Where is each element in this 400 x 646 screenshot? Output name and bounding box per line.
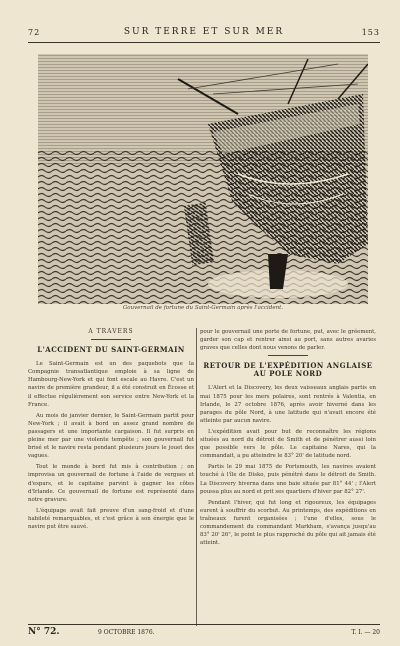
page-footer [28, 626, 380, 638]
page-header [28, 24, 380, 40]
article-paragraph: L'équipage avait fait preuve d'un sang-froid et d'une habileté remarquables, et c'est grâce à son énergie que le navire put être sauvé. [28, 507, 194, 530]
figure-caption: Gouvernail de fortune du Saint-Germain après l'accident. [122, 305, 284, 311]
header-rule [28, 42, 380, 43]
article-paragraph: Tout le monde à bord fut mis à contribution ; on improvisa un gouvernail de fortune à l'aide de vergues et d'espars, et le capitaine parvint à gagner les côtes d'Irlande. Ce gouvernail de fortune est représenté dans notre gravure. [28, 464, 194, 503]
column-divider [196, 328, 197, 626]
right-column [200, 328, 376, 550]
journal-title: SUR TERRE ET SUR MER [123, 27, 285, 37]
article-paragraph: Partis le 29 mai 1875 de Portsmouth, les navires avaient touché à l'île de Disko, puis pénétré dans le détroit de Smith. La Discovery hiverna dans une baie située par 81° 44' ; l'Alert poussa plus au nord et prit ses quartiers d'hiver par 82° 27'. [200, 464, 376, 495]
article-paragraph: Au mois de janvier dernier, le Saint-Germain partit pour New-York ; il avait à bord un assez grand nombre de passagers et une importante cargaison. Il fut surpris en pleine mer par une violente tempête ; son gouvernail fut brisé et le navire resta pendant plusieurs jours le jouet des vagues. [28, 412, 194, 460]
page-number-left: 72 [28, 27, 41, 37]
footer-rule [28, 624, 380, 625]
article-headline: RETOUR DE L'EXPÉDITION ANGLAISE AU POLE NORD [203, 361, 373, 379]
section-label: A TRAVERS [88, 328, 134, 335]
issue-date: 9 OCTOBRE 1876. [98, 628, 155, 636]
article-paragraph: Pendant l'hiver, qui fut long et rigoureux, les équipages eurent à souffrir du scorbut. Au printemps, des expéditions en traîneaux furent organisées ; l'une d'elles, sous le commandement du commandant Markham, s'avança jusqu'au 83° 20' 26", le point le plus rapproché du pôle qui ait jamais été atteint. [200, 499, 376, 547]
issue-number: N° 72. [28, 627, 60, 637]
ship-engraving [38, 54, 368, 304]
left-column [28, 328, 194, 534]
article-paragraph: L'expédition avait pour but de reconnaître les régions situées au nord du détroit de Smith et de pénétrer aussi loin que possible vers le pôle. Le capitaine Nares, qui la commandait, a pu atteindre le 83° 20' de latitude nord. [200, 428, 376, 460]
section-rule [91, 339, 131, 340]
volume-info: T. I. — 20 [351, 628, 380, 636]
article-paragraph: L'Alert et la Discovery, les deux vaisseaux anglais partis en mai 1875 pour les mers polaires, sont rentrés à Valentia, en Irlande, le 27 octobre 1876, après avoir hiverné dans les parages du pôle Nord, à une latitude qui n'avait encore été atteinte par aucun navire. [200, 385, 376, 424]
article-headline: L'ACCIDENT DU SAINT-GERMAIN [37, 345, 185, 355]
continued-paragraph: pour le gouvernail une porte de fortune, put, avec le gréement, garder son cap et rentrer ainsi au port, sans autres avaries graves que celles dont nous venons de parler. [200, 329, 376, 352]
section-rule [268, 355, 308, 356]
page-number-right: 153 [361, 27, 380, 37]
ship-stern-illustration [38, 54, 368, 304]
article-paragraph: Le Saint-Germain est un des paquebots que la Compagnie transatlantique emploie à sa ligne de Hambourg-New-York et qui font escale au Havre. C'est un navire de première grandeur, il a été construit en Écosse et il effectue régulièrement son service entre New-York et la France. [28, 361, 194, 408]
